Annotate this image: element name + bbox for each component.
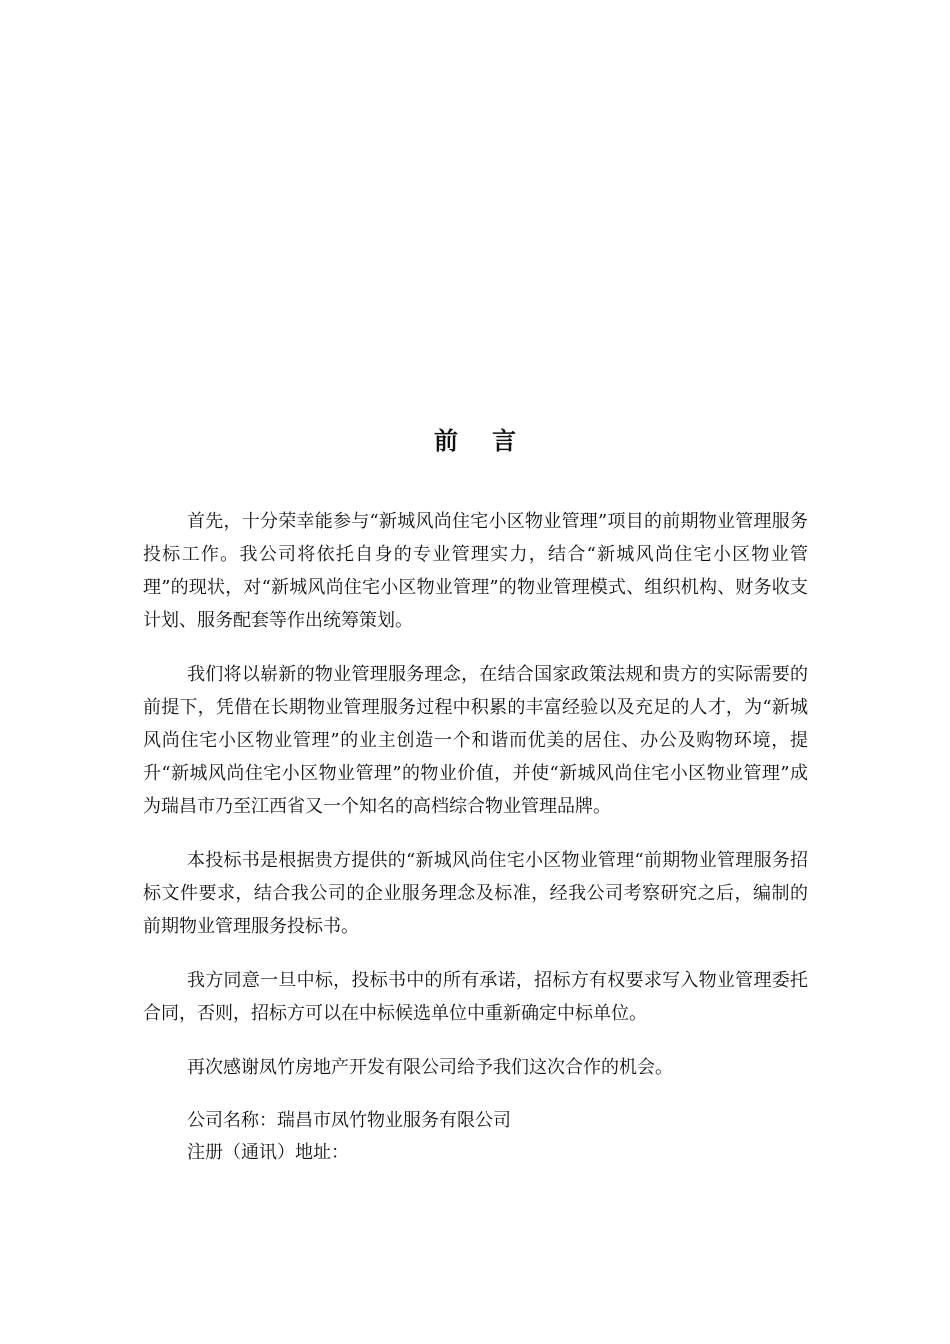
paragraph-philosophy: 我们将以崭新的物业管理服务理念，在结合国家政策法规和贵方的实际需要的前提下，凭借在长期物业管理服务过程中积累的丰富经验以及充足的人才，为“新城风尚住宅小区物业管理”的业主创造一个和谐而优美的居住、办公及购物环境，提升“新城风尚住宅小区物业管理”的物业价值，并使“新城风尚住宅小区物业管理”成为瑞昌市乃至江西省又一个知名的高档综合物业管理品牌。 [143, 664, 808, 817]
address-line: 注册（通讯）地址： [187, 1142, 349, 1163]
paragraph-intro: 首先，十分荣幸能参与“新城风尚住宅小区物业管理”项目的前期物业管理服务投标工作。我公司将依托自身的专业管理实力，结合“新城风尚住宅小区物业管理”的现状，对“新城风尚住宅小区物业管理”的物业管理模式、组织机构、财务收支计划、服务配套等作出统筹策划。 [143, 511, 808, 631]
paragraph-commitment: 我方同意一旦中标，投标书中的所有承诺，招标方有权要求写入物业管理委托合同，否则，招标方可以在中标候选单位中重新确定中标单位。 [143, 970, 808, 1024]
company-info [143, 1105, 808, 1169]
paragraph-thanks: 再次感谢凤竹房地产开发有限公司给予我们这次合作的机会。 [187, 1057, 673, 1078]
company-name-line: 公司名称：瑞昌市凤竹物业服务有限公司 [187, 1110, 511, 1131]
paragraph-basis: 本投标书是根据贵方提供的“新城风尚住宅小区物业管理“前期物业管理服务招标文件要求，结合我公司的企业服务理念及标准，经我公司考察研究之后，编制的前期物业管理服务投标书。 [143, 850, 808, 937]
page-title: 前言 [434, 426, 550, 455]
document-body [143, 505, 808, 1169]
